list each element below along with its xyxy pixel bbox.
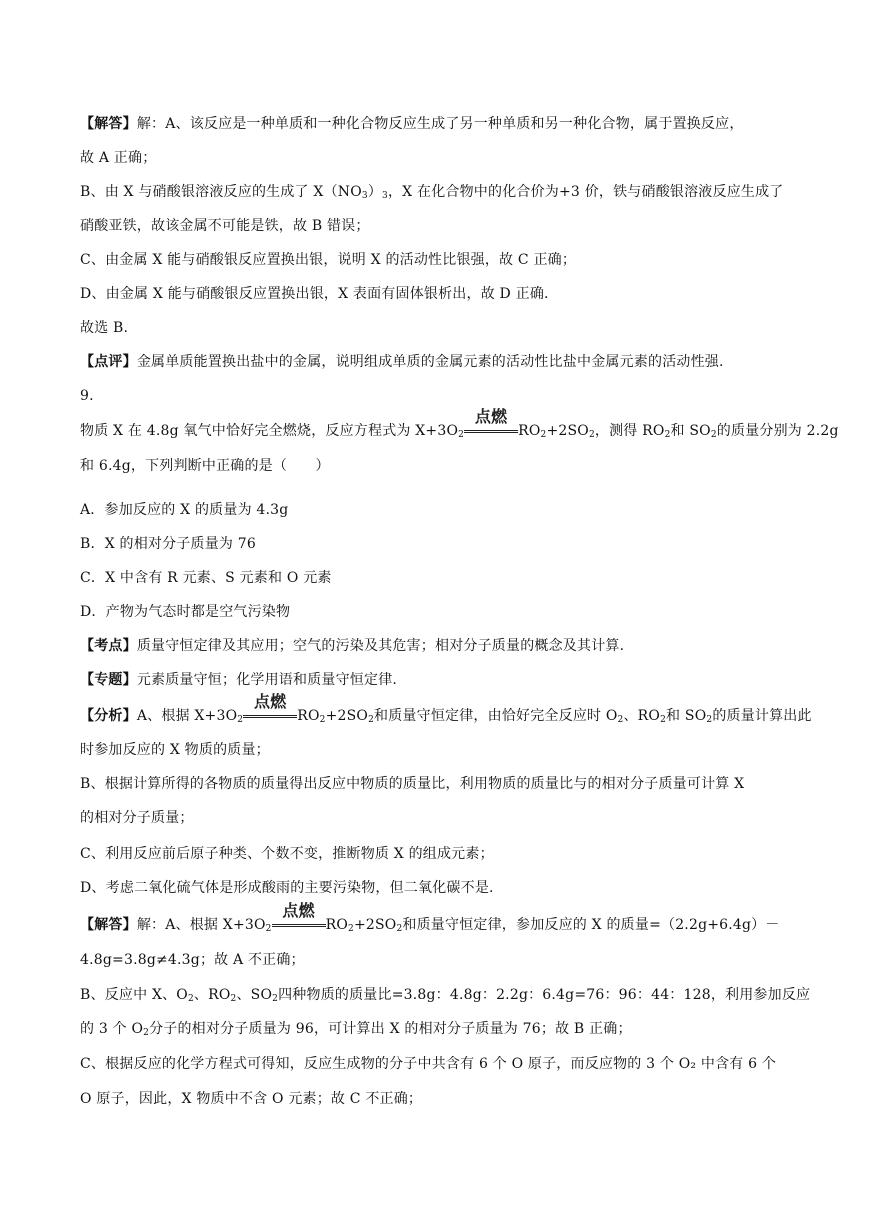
text-segment: A、根据 X+3O (136, 708, 238, 724)
solution-line-2: 4.8g=3.8g≠4.3g；故 A 不正确； (80, 952, 305, 968)
answer-line-d: D、由金属 X 能与硝酸银反应置换出银，X 表面有固体银析出，故 D 正确. (80, 286, 549, 302)
text-segment: ，X 在化合物中的化合价为+3 价，铁与硝酸银溶液反应生成了 (387, 184, 784, 200)
equals-bar (243, 715, 297, 718)
knowledge-point-line (80, 636, 624, 656)
text-segment: B、反应中 X、O (80, 987, 188, 1003)
subscript: 2 (348, 924, 354, 934)
subscript: 2 (660, 715, 667, 725)
subscript: 2 (396, 924, 403, 934)
analysis-line-6: D、考虑二氧化硫气体是形成酸雨的主要污染物，但二氧化碳不是. (80, 880, 494, 896)
section-tag-review: 【点评】 (80, 354, 137, 370)
text-segment: +2SO (546, 423, 589, 439)
answer-line-2: 故 A 正确； (80, 150, 157, 166)
solution-line-1 (80, 901, 780, 935)
line-text: 金属单质能置换出盐中的金属，说明组成单质的金属元素的活动性比盐中金属元素的活动性强. (136, 354, 724, 370)
section-tag-analysis: 【分析】 (80, 708, 137, 724)
option-a: A．参加反应的 X 的质量为 4.3g (80, 502, 289, 518)
solution-line-6: O 原子，因此，X 物质中不含 O 元素；故 C 不正确； (80, 1091, 423, 1107)
review-line (80, 352, 724, 372)
subscript: 2 (458, 430, 465, 440)
subscript: 2 (143, 1028, 150, 1038)
text-segment: 、RO (623, 708, 661, 724)
text-segment: 的质量分别为 2.2g (716, 423, 839, 439)
text-segment: B、由 X 与硝酸银溶液反应的生成了 X（NO (80, 184, 362, 200)
answer-line-b-part2: 硝酸亚铁，故该金属不可能是铁，故 B 错误； (80, 218, 370, 234)
line-text: 元素质量守恒；化学用语和质量守恒定律. (136, 672, 398, 688)
subscript: 2 (319, 715, 326, 725)
text-segment: 和质量守恒定律，参加反应的 X 的质量=（2.2g+6.4g）－ (402, 917, 780, 933)
answer-choice: 故选 B. (80, 320, 129, 336)
section-tag-knowledge: 【考点】 (80, 638, 137, 654)
text-segment: 的 3 个 O (80, 1021, 144, 1037)
text-segment: 和 SO (670, 423, 711, 439)
subscript: 2 (272, 994, 279, 1004)
line-text: 解：A、该反应是一种单质和一种化合物反应生成了另一种单质和另一种化合物，属于置换反应， (136, 116, 744, 132)
subscript: 3 (361, 191, 368, 201)
text-segment: 和 SO (666, 708, 707, 724)
text-segment: RO (518, 423, 541, 439)
question-stem-line-1 (80, 407, 839, 441)
option-d: D．产物为气态时都是空气污染物 (80, 604, 291, 620)
subscript: 3 (382, 191, 388, 201)
subscript: 2 (664, 430, 671, 440)
equals-bar (272, 924, 326, 927)
condition-label: 点燃 (282, 901, 315, 920)
subscript: 2 (237, 715, 244, 725)
subscript: 2 (617, 715, 624, 725)
text-segment: 和质量守恒定律，由恰好完全反应时 O (374, 708, 618, 724)
text-segment: RO (297, 708, 320, 724)
subscript: 2 (230, 994, 237, 1004)
subscript: 2 (187, 994, 194, 1004)
analysis-line-1 (80, 692, 812, 726)
text-segment: 四种物质的质量比=3.8g：4.8g：2.2g：6.4g=76：96：44：128，利用参加反应 (278, 987, 811, 1003)
question-number: 9. (80, 388, 94, 404)
text-segment: 、RO (193, 987, 231, 1003)
reaction-condition-arrow (464, 407, 518, 441)
condition-label: 点燃 (474, 407, 508, 426)
text-segment: 物质 X 在 4.8g 氧气中恰好完全燃烧，反应方程式为 X+3O (80, 423, 459, 439)
analysis-line-4: 的相对分子质量； (80, 810, 194, 826)
answer-line-c: C、由金属 X 能与硝酸银反应置换出银，说明 X 的活动性比银强，故 C 正确； (80, 252, 577, 268)
topic-line (80, 670, 397, 690)
text-segment: ，测得 RO (594, 423, 665, 439)
subscript: 2 (540, 430, 547, 440)
question-stem-line-2: 和 6.4g，下列判断中正确的是（ ） (80, 458, 330, 474)
solution-line-4 (80, 1019, 632, 1039)
subscript: 2 (588, 430, 595, 440)
text-segment: +2SO (353, 917, 397, 933)
section-tag-answer: 【解答】 (80, 116, 137, 132)
text-segment: 、SO (236, 987, 273, 1003)
subscript: 2 (706, 715, 713, 725)
section-tag-answer: 【解答】 (80, 917, 137, 933)
text-segment: +2SO (325, 708, 369, 724)
solution-line-3 (80, 985, 810, 1005)
analysis-line-2: 时参加反应的 X 物质的质量； (80, 742, 270, 758)
option-c: C．X 中含有 R 元素、S 元素和 O 元素 (80, 570, 332, 586)
reaction-condition-arrow (243, 692, 297, 726)
line-text: 质量守恒定律及其应用；空气的污染及其危害；相对分子质量的概念及其计算. (136, 638, 625, 654)
subscript: 2 (710, 430, 717, 440)
condition-label: 点燃 (254, 692, 287, 711)
text-segment: 解：A、根据 X+3O (136, 917, 266, 933)
section-tag-topic: 【专题】 (80, 672, 137, 688)
option-b: B．X 的相对分子质量为 76 (80, 536, 256, 552)
equals-bar (464, 430, 518, 433)
text-segment: 分子的相对分子质量为 96，可计算出 X 的相对分子质量为 76；故 B 正确； (149, 1021, 632, 1037)
text-segment: 的质量计算出此 (712, 708, 812, 724)
subscript: 2 (368, 715, 375, 725)
subscript: 2 (265, 924, 272, 934)
text-segment: ） (367, 184, 383, 200)
reaction-condition-arrow (272, 901, 326, 935)
answer-line-1 (80, 114, 744, 134)
answer-line-b-part1 (80, 182, 784, 202)
solution-line-5: C、根据反应的化学方程式可得知，反应生成物的分子中共含有 6 个 O 原子，而反应物的 3 个 O₂ 中含有 6 个 (80, 1056, 777, 1072)
analysis-line-5: C、利用反应前后原子种类、个数不变，推断物质 X 的组成元素； (80, 846, 494, 862)
text-segment: RO (325, 917, 349, 933)
analysis-line-3: B、根据计算所得的各物质的质量得出反应中物质的质量比，利用物质的质量比与的相对分子质量可计算 X (80, 776, 745, 792)
